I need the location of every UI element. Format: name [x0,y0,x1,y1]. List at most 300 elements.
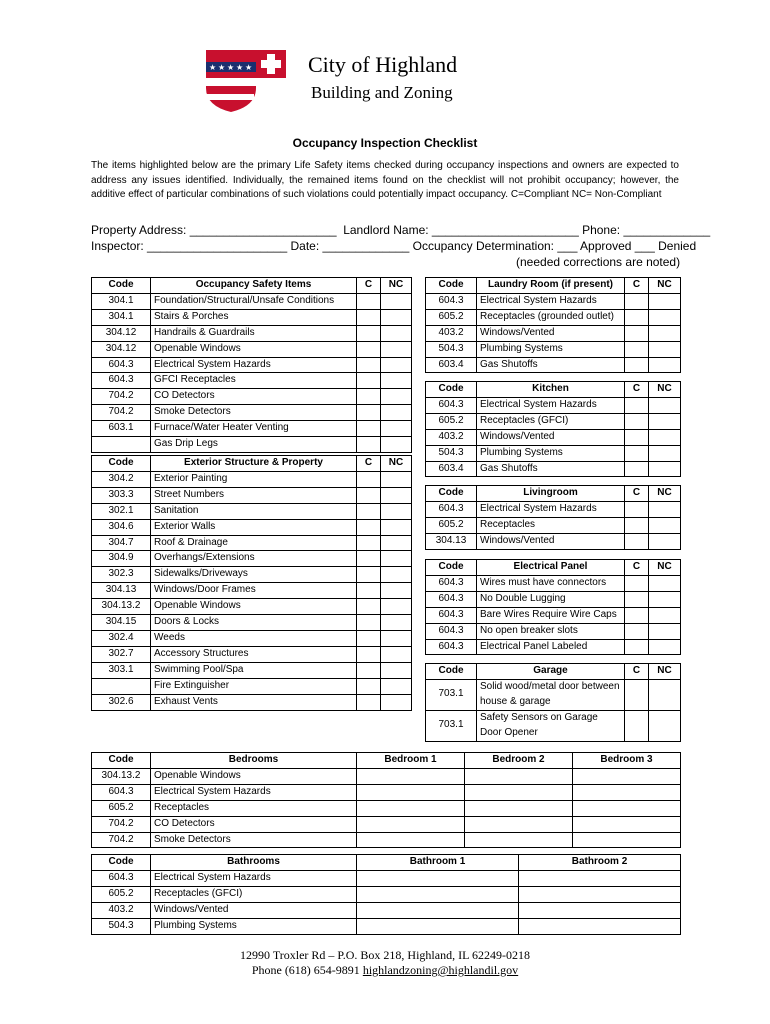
item-cell: Accessory Structures [151,646,357,662]
header-row [426,382,681,398]
code-cell: 304.12 [92,325,151,341]
room-check-cell[interactable] [573,784,681,800]
compliant-checkbox-cell[interactable] [625,575,649,591]
table-row [92,421,412,437]
compliant-header: C [625,664,649,680]
room-check-cell[interactable] [465,768,573,784]
code-cell: 604.3 [426,623,477,639]
compliant-checkbox-cell[interactable] [357,599,381,615]
header-row [426,560,681,576]
item-cell: GFCI Receptacles [151,373,357,389]
table-row [92,373,412,389]
noncompliant-checkbox-cell[interactable] [649,575,681,591]
header-row [426,664,681,680]
occupancy-safety-table [91,277,412,453]
item-cell: Receptacles (grounded outlet) [477,309,625,325]
compliant-checkbox-cell[interactable] [357,662,381,678]
noncompliant-header: NC [381,456,412,472]
svg-text:★: ★ [245,63,253,72]
code-cell: 304.2 [92,471,151,487]
compliant-checkbox-cell[interactable] [625,461,649,477]
code-header: Code [92,278,151,294]
code-cell: 604.3 [92,373,151,389]
noncompliant-checkbox-cell[interactable] [381,357,412,373]
noncompliant-checkbox-cell[interactable] [649,341,681,357]
noncompliant-checkbox-cell[interactable] [381,567,412,583]
room-check-cell[interactable] [465,816,573,832]
table-row [92,870,681,886]
document-title: Occupancy Inspection Checklist [292,136,478,150]
table-row [92,389,412,405]
table-row [92,437,412,453]
noncompliant-checkbox-cell[interactable] [381,341,412,357]
noncompliant-checkbox-cell[interactable] [381,487,412,503]
compliant-checkbox-cell[interactable] [357,357,381,373]
compliant-checkbox-cell[interactable] [625,710,649,741]
compliant-checkbox-cell[interactable] [357,309,381,325]
room-check-cell[interactable] [519,886,681,902]
noncompliant-checkbox-cell[interactable] [381,503,412,519]
compliant-checkbox-cell[interactable] [357,551,381,567]
noncompliant-checkbox-cell[interactable] [649,623,681,639]
compliant-checkbox-cell[interactable] [625,293,649,309]
code-cell: 604.3 [426,639,477,655]
noncompliant-header: NC [649,560,681,576]
item-cell: Smoke Detectors [151,405,357,421]
code-header: Code [426,560,477,576]
table-row [426,461,681,477]
header-row [426,486,681,502]
item-cell: Plumbing Systems [477,445,625,461]
compliant-header: C [625,560,649,576]
code-cell: 704.2 [92,389,151,405]
compliant-header: C [625,486,649,502]
item-cell: Exterior Walls [151,519,357,535]
compliant-checkbox-cell[interactable] [625,591,649,607]
item-cell: Electrical System Hazards [151,357,357,373]
item-cell: Windows/Door Frames [151,583,357,599]
code-cell: 304.13 [426,533,477,549]
compliant-checkbox-cell[interactable] [625,309,649,325]
kitchen-table [425,381,681,477]
noncompliant-checkbox-cell[interactable] [381,662,412,678]
compliant-checkbox-cell[interactable] [357,325,381,341]
bathrooms-table [91,854,681,935]
table-row [92,630,412,646]
table-row [92,357,412,373]
compliant-checkbox-cell[interactable] [625,341,649,357]
svg-text:★: ★ [218,63,226,72]
noncompliant-checkbox-cell[interactable] [381,519,412,535]
code-cell: 504.3 [426,445,477,461]
compliant-checkbox-cell[interactable] [357,503,381,519]
noncompliant-checkbox-cell[interactable] [381,551,412,567]
noncompliant-checkbox-cell[interactable] [381,405,412,421]
noncompliant-checkbox-cell[interactable] [381,293,412,309]
table-row [426,293,681,309]
item-cell: Swimming Pool/Spa [151,662,357,678]
table-row [426,639,681,655]
code-cell: 403.2 [92,902,151,918]
compliant-checkbox-cell[interactable] [625,607,649,623]
item-cell: Plumbing Systems [477,341,625,357]
section-title: Electrical Panel [477,560,625,576]
room-check-cell[interactable] [357,800,465,816]
code-cell: 703.1 [426,710,477,741]
room-check-cell[interactable] [357,816,465,832]
noncompliant-checkbox-cell[interactable] [649,309,681,325]
code-cell: 605.2 [426,517,477,533]
code-cell: 403.2 [426,429,477,445]
item-cell: No Double Lugging [477,591,625,607]
room-check-cell[interactable] [357,832,465,848]
noncompliant-checkbox-cell[interactable] [381,437,412,453]
noncompliant-checkbox-cell[interactable] [381,583,412,599]
section-title: Bathrooms [151,855,357,871]
inspector-date-determination-line: Inspector: _____________________ Date: _____________ Occupancy Determination: ___ Approved ___ Denied [91,239,697,253]
garage-table [425,663,681,742]
code-header: Code [426,664,477,680]
table-row [426,397,681,413]
noncompliant-header: NC [649,664,681,680]
code-cell: 302.1 [92,503,151,519]
compliant-checkbox-cell[interactable] [357,678,381,694]
exterior-structure-table [91,455,412,711]
noncompliant-checkbox-cell[interactable] [649,413,681,429]
table-row [92,293,412,309]
room-check-cell[interactable] [519,902,681,918]
compliant-checkbox-cell[interactable] [357,389,381,405]
item-cell: Gas Shutoffs [477,461,625,477]
noncompliant-checkbox-cell[interactable] [381,421,412,437]
section-title: Kitchen [477,382,625,398]
item-cell: Receptacles (GFCI) [151,886,357,902]
item-cell: Receptacles (GFCI) [477,413,625,429]
noncompliant-checkbox-cell[interactable] [381,615,412,631]
code-cell: 604.3 [426,397,477,413]
header-row [92,456,412,472]
code-cell: 304.1 [92,293,151,309]
table-row [426,501,681,517]
item-cell: Fire Extinguisher [151,678,357,694]
room-column-header: Bedroom 2 [465,753,573,769]
room-check-cell[interactable] [357,768,465,784]
room-check-cell[interactable] [519,870,681,886]
compliant-checkbox-cell[interactable] [625,679,649,710]
noncompliant-checkbox-cell[interactable] [649,429,681,445]
room-check-cell[interactable] [465,832,573,848]
table-row [92,567,412,583]
noncompliant-checkbox-cell[interactable] [649,591,681,607]
noncompliant-checkbox-cell[interactable] [381,535,412,551]
section-title: Garage [477,664,625,680]
item-cell: Electrical System Hazards [151,784,357,800]
intro-paragraph: The items highlighted below are the primary Life Safety items checked during occupancy inspections and owners are expected to address any issues identified. Individually, the remained items found on the checklist will not prohibit occupancy; however, the additive effect of particular combinations of such violations could potentially impact occupancy. C=Compliant NC= Non-Compliant [91,160,679,200]
table-row [92,599,412,615]
table-row [92,800,681,816]
noncompliant-checkbox-cell[interactable] [381,471,412,487]
code-cell: 302.3 [92,567,151,583]
code-cell: 603.1 [92,421,151,437]
noncompliant-header: NC [381,278,412,294]
compliant-checkbox-cell[interactable] [357,646,381,662]
noncompliant-checkbox-cell[interactable] [381,599,412,615]
table-row [92,309,412,325]
noncompliant-checkbox-cell[interactable] [649,710,681,741]
table-row [426,325,681,341]
compliant-checkbox-cell[interactable] [357,583,381,599]
code-cell: 604.3 [426,575,477,591]
table-row [92,816,681,832]
compliant-checkbox-cell[interactable] [357,567,381,583]
section-title: Occupancy Safety Items [151,278,357,294]
compliant-checkbox-cell[interactable] [625,357,649,373]
room-check-cell[interactable] [573,832,681,848]
table-row [92,405,412,421]
room-check-cell[interactable] [573,816,681,832]
footer-contact [0,963,770,978]
noncompliant-checkbox-cell[interactable] [649,501,681,517]
room-check-cell[interactable] [573,768,681,784]
item-cell: Sidewalks/Driveways [151,567,357,583]
item-cell: Wires must have connectors [477,575,625,591]
code-cell: 304.9 [92,551,151,567]
compliant-checkbox-cell[interactable] [625,533,649,549]
code-cell: 604.3 [92,784,151,800]
code-cell: 704.2 [92,405,151,421]
item-cell: Openable Windows [151,768,357,784]
item-cell: Safety Sensors on Garage Door Opener [477,710,625,741]
table-row [92,503,412,519]
table-row [92,662,412,678]
code-cell: 605.2 [426,413,477,429]
noncompliant-checkbox-cell[interactable] [649,639,681,655]
code-header: Code [92,855,151,871]
item-cell: Windows/Vented [477,533,625,549]
code-cell [92,678,151,694]
code-header: Code [92,456,151,472]
header-row [92,855,681,871]
noncompliant-checkbox-cell[interactable] [381,373,412,389]
table-row [92,519,412,535]
compliant-checkbox-cell[interactable] [625,429,649,445]
compliant-header: C [625,278,649,294]
item-cell: Exterior Painting [151,471,357,487]
table-row [426,533,681,549]
code-header: Code [426,486,477,502]
room-column-header: Bathroom 1 [357,855,519,871]
noncompliant-checkbox-cell[interactable] [649,607,681,623]
table-row [426,607,681,623]
room-check-cell[interactable] [465,800,573,816]
code-header: Code [426,382,477,398]
footer-email-link[interactable]: highlandzoning@highlandil.gov [362,963,519,977]
table-row [426,623,681,639]
item-cell: CO Detectors [151,389,357,405]
room-check-cell[interactable] [573,800,681,816]
code-cell: 304.1 [92,309,151,325]
compliant-header: C [357,456,381,472]
compliant-checkbox-cell[interactable] [357,437,381,453]
section-title: Exterior Structure & Property [151,456,357,472]
code-cell: 304.12 [92,341,151,357]
table-row [426,710,681,741]
compliant-checkbox-cell[interactable] [357,519,381,535]
code-cell: 604.3 [92,870,151,886]
item-cell: Electrical System Hazards [477,293,625,309]
code-cell: 302.6 [92,694,151,710]
table-row [92,646,412,662]
noncompliant-checkbox-cell[interactable] [381,630,412,646]
code-cell: 605.2 [92,886,151,902]
noncompliant-checkbox-cell[interactable] [649,293,681,309]
compliant-checkbox-cell[interactable] [357,341,381,357]
noncompliant-header: NC [649,278,681,294]
noncompliant-checkbox-cell[interactable] [649,445,681,461]
noncompliant-checkbox-cell[interactable] [649,533,681,549]
noncompliant-checkbox-cell[interactable] [649,679,681,710]
code-cell: 304.15 [92,615,151,631]
room-check-cell[interactable] [357,902,519,918]
item-cell: Openable Windows [151,341,357,357]
item-cell: Windows/Vented [151,902,357,918]
table-row [92,471,412,487]
code-cell: 304.13 [92,583,151,599]
section-title: Laundry Room (if present) [477,278,625,294]
noncompliant-checkbox-cell[interactable] [649,517,681,533]
item-cell: Sanitation [151,503,357,519]
noncompliant-checkbox-cell[interactable] [649,461,681,477]
compliant-checkbox-cell[interactable] [625,325,649,341]
room-column-header: Bathroom 2 [519,855,681,871]
item-cell: Electrical System Hazards [151,870,357,886]
noncompliant-checkbox-cell[interactable] [381,309,412,325]
section-title: Bedrooms [151,753,357,769]
code-cell: 304.6 [92,519,151,535]
item-cell: Gas Shutoffs [477,357,625,373]
code-cell: 604.3 [426,591,477,607]
compliant-checkbox-cell[interactable] [357,630,381,646]
code-cell: 304.13.2 [92,599,151,615]
table-row [92,615,412,631]
room-column-header: Bedroom 3 [573,753,681,769]
code-cell: 302.7 [92,646,151,662]
room-check-cell[interactable] [357,886,519,902]
room-check-cell[interactable] [465,784,573,800]
item-cell: Plumbing Systems [151,918,357,934]
header-row [92,753,681,769]
code-cell: 605.2 [426,309,477,325]
compliant-checkbox-cell[interactable] [357,535,381,551]
item-cell: Foundation/Structural/Unsafe Conditions [151,293,357,309]
code-cell: 303.3 [92,487,151,503]
item-cell: Furnace/Water Heater Venting [151,421,357,437]
compliant-checkbox-cell[interactable] [357,405,381,421]
livingroom-table [425,485,681,550]
footer-phone: Phone (618) 654-9891 [251,963,363,977]
item-cell: Electrical System Hazards [477,397,625,413]
compliant-checkbox-cell[interactable] [357,373,381,389]
code-cell: 403.2 [426,325,477,341]
property-landlord-phone-line: Property Address: ______________________ Landlord Name: ______________________ Phone: _____________ [91,223,711,237]
compliant-checkbox-cell[interactable] [357,694,381,710]
room-column-header: Bedroom 1 [357,753,465,769]
laundry-room-table [425,277,681,373]
table-row [92,583,412,599]
item-cell: Doors & Locks [151,615,357,631]
item-cell: Openable Windows [151,599,357,615]
compliant-checkbox-cell[interactable] [357,471,381,487]
table-row [426,517,681,533]
room-check-cell[interactable] [357,784,465,800]
room-check-cell[interactable] [357,918,519,934]
table-row [92,886,681,902]
footer-address: 12990 Troxler Rd – P.O. Box 218, Highland, IL 62249-0218 [240,948,530,962]
code-cell: 304.13.2 [92,768,151,784]
compliant-checkbox-cell[interactable] [357,615,381,631]
compliant-checkbox-cell[interactable] [625,445,649,461]
compliant-checkbox-cell[interactable] [625,397,649,413]
code-header: Code [92,753,151,769]
compliant-checkbox-cell[interactable] [357,487,381,503]
room-check-cell[interactable] [357,870,519,886]
item-cell: Street Numbers [151,487,357,503]
table-row [92,341,412,357]
electrical-panel-table [425,559,681,655]
noncompliant-checkbox-cell[interactable] [381,389,412,405]
item-cell: CO Detectors [151,816,357,832]
table-row [92,784,681,800]
room-check-cell[interactable] [519,918,681,934]
noncompliant-checkbox-cell[interactable] [381,646,412,662]
table-row [92,768,681,784]
compliant-checkbox-cell[interactable] [357,421,381,437]
city-logo [204,48,288,114]
compliant-checkbox-cell[interactable] [625,639,649,655]
noncompliant-checkbox-cell[interactable] [381,325,412,341]
item-cell: No open breaker slots [477,623,625,639]
table-row [92,325,412,341]
noncompliant-checkbox-cell[interactable] [381,694,412,710]
item-cell: Handrails & Guardrails [151,325,357,341]
compliant-checkbox-cell[interactable] [625,501,649,517]
svg-text:★: ★ [209,63,217,72]
compliant-checkbox-cell[interactable] [625,517,649,533]
code-cell: 304.7 [92,535,151,551]
noncompliant-header: NC [649,382,681,398]
compliant-checkbox-cell[interactable] [625,413,649,429]
section-title: Livingroom [477,486,625,502]
table-row [92,694,412,710]
item-cell: Receptacles [477,517,625,533]
item-cell: Solid wood/metal door between house & garage [477,679,625,710]
city-name: City of Highland [308,52,458,77]
item-cell: Bare Wires Require Wire Caps [477,607,625,623]
table-row [92,487,412,503]
noncompliant-checkbox-cell[interactable] [649,397,681,413]
noncompliant-checkbox-cell[interactable] [649,357,681,373]
bedrooms-table [91,752,681,848]
code-cell: 302.4 [92,630,151,646]
code-cell [92,437,151,453]
noncompliant-checkbox-cell[interactable] [381,678,412,694]
noncompliant-checkbox-cell[interactable] [649,325,681,341]
code-cell: 604.3 [92,357,151,373]
compliant-checkbox-cell[interactable] [625,623,649,639]
item-cell: Roof & Drainage [151,535,357,551]
compliant-checkbox-cell[interactable] [357,293,381,309]
code-cell: 603.4 [426,461,477,477]
